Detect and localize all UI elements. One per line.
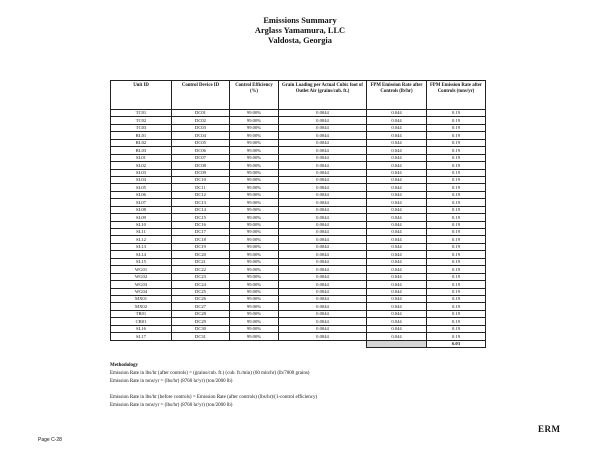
table-cell: SL17	[111, 333, 172, 340]
table-cell: 0.044	[367, 295, 427, 302]
table-row	[111, 236, 486, 243]
table-cell: 0.0044	[279, 288, 367, 295]
blank-cell	[111, 340, 172, 348]
methodology-line: Emission Rate in lbs/hr (before controls) = Emission Rate (after controls) (lbs/hr)/(1-control efficiency)	[110, 395, 318, 400]
table-cell: RL02	[111, 139, 172, 146]
table-row	[111, 162, 486, 169]
table-row	[111, 154, 486, 161]
column-header: Grain Loading per Actual Cubic foot of Outlet Air (grains/cub. ft.)	[279, 81, 367, 110]
table-cell: 0.044	[367, 124, 427, 131]
table-cell: TC03	[111, 124, 172, 131]
table-cell: SL11	[111, 229, 172, 236]
table-cell: 0.0044	[279, 184, 367, 191]
column-header: FPM Emission Rate after Controls (lb/hr)	[367, 81, 427, 110]
location: Valdosta, Georgia	[268, 36, 332, 45]
table-cell: 0.044	[367, 147, 427, 154]
table-cell: 99.00%	[230, 139, 279, 146]
table-cell: 0.0044	[279, 132, 367, 139]
table-cell: DC08	[172, 162, 230, 169]
table-cell: 99.00%	[230, 221, 279, 228]
table-cell: 0.044	[367, 258, 427, 265]
table-cell: 0.044	[367, 288, 427, 295]
table-row	[111, 169, 486, 176]
table-row	[111, 117, 486, 124]
table-cell: 0.044	[367, 176, 427, 183]
table-cell: SL02	[111, 162, 172, 169]
table-cell: 0.19	[427, 310, 486, 317]
table-cell: 0.19	[427, 147, 486, 154]
table-cell: 0.044	[367, 273, 427, 280]
table-cell: 0.044	[367, 191, 427, 198]
table-cell: 0.19	[427, 333, 486, 340]
table-cell: 99.00%	[230, 206, 279, 213]
table-cell: DC26	[172, 295, 230, 302]
table-cell: DC22	[172, 266, 230, 273]
table-cell: DC27	[172, 303, 230, 310]
table-row	[111, 281, 486, 288]
methodology-line: Emission Rate in tons/yr = (lbs/hr) (8760 hr/yr) (ton/2000 lb)	[110, 379, 233, 384]
table-row	[111, 229, 486, 236]
table-cell: DC29	[172, 318, 230, 325]
table-cell: 0.044	[367, 251, 427, 258]
table-cell: 0.0044	[279, 117, 367, 124]
table-cell: TC02	[111, 117, 172, 124]
table-row	[111, 191, 486, 198]
table-cell: MX02	[111, 303, 172, 310]
table-cell: 99.00%	[230, 214, 279, 221]
total-tons-per-year: 6.03	[427, 340, 486, 348]
table-cell: DC13	[172, 199, 230, 206]
table-cell: 0.044	[367, 221, 427, 228]
table-cell: DC15	[172, 214, 230, 221]
table-cell: DC03	[172, 124, 230, 131]
table-cell: SL10	[111, 221, 172, 228]
blank-cell	[230, 340, 279, 348]
table-cell: 99.00%	[230, 117, 279, 124]
table-cell: DC04	[172, 132, 230, 139]
table-cell: DC06	[172, 147, 230, 154]
table-row	[111, 206, 486, 213]
table-cell: DC18	[172, 236, 230, 243]
table-cell: RL03	[111, 147, 172, 154]
table-cell: 0.0044	[279, 295, 367, 302]
table-cell: 0.19	[427, 243, 486, 250]
table-cell: 99.00%	[230, 191, 279, 198]
table-cell: 0.0044	[279, 310, 367, 317]
table-cell: 99.00%	[230, 243, 279, 250]
table-cell: 0.19	[427, 236, 486, 243]
table-cell: 0.19	[427, 162, 486, 169]
table-cell: 0.0044	[279, 258, 367, 265]
table-cell: 0.044	[367, 184, 427, 191]
table-cell: DC16	[172, 221, 230, 228]
document-title: Emissions Summary	[263, 16, 337, 25]
table-cell: DC14	[172, 206, 230, 213]
table-cell: SL08	[111, 206, 172, 213]
table-cell: DC11	[172, 184, 230, 191]
table-cell: 0.044	[367, 333, 427, 340]
table-cell: 0.0044	[279, 154, 367, 161]
table-cell: DC01	[172, 110, 230, 117]
table-cell: 0.19	[427, 258, 486, 265]
table-cell: 0.044	[367, 199, 427, 206]
table-cell: 99.00%	[230, 147, 279, 154]
table-cell: 0.19	[427, 251, 486, 258]
table-cell: 0.19	[427, 154, 486, 161]
table-cell: 0.19	[427, 303, 486, 310]
table-row	[111, 266, 486, 273]
table-row	[111, 258, 486, 265]
table-cell: DC20	[172, 251, 230, 258]
table-cell: 0.19	[427, 132, 486, 139]
emissions-table-container	[110, 80, 485, 348]
table-cell: SL07	[111, 199, 172, 206]
table-cell: 0.0044	[279, 221, 367, 228]
table-cell: 0.0044	[279, 325, 367, 332]
table-cell: 0.044	[367, 132, 427, 139]
table-cell: SL01	[111, 154, 172, 161]
table-row	[111, 288, 486, 295]
table-cell: 0.19	[427, 229, 486, 236]
table-cell: 99.00%	[230, 184, 279, 191]
table-cell: 99.00%	[230, 333, 279, 340]
table-header-row	[111, 81, 486, 110]
table-row	[111, 251, 486, 258]
table-cell: WG04	[111, 288, 172, 295]
table-cell: 99.00%	[230, 295, 279, 302]
table-cell: 0.19	[427, 124, 486, 131]
table-row	[111, 124, 486, 131]
table-row	[111, 318, 486, 325]
table-cell: SL09	[111, 214, 172, 221]
table-cell: 0.0044	[279, 273, 367, 280]
table-cell: 0.19	[427, 199, 486, 206]
table-cell: 0.0044	[279, 236, 367, 243]
total-row	[111, 340, 486, 348]
table-row	[111, 333, 486, 340]
table-cell: 0.0044	[279, 266, 367, 273]
table-cell: 0.044	[367, 236, 427, 243]
table-row	[111, 273, 486, 280]
table-cell: 0.044	[367, 169, 427, 176]
table-cell: 0.19	[427, 184, 486, 191]
table-cell: 0.0044	[279, 191, 367, 198]
table-cell: SL16	[111, 325, 172, 332]
methodology-heading: Methodology	[110, 363, 139, 368]
table-cell: 0.0044	[279, 176, 367, 183]
table-cell: 99.00%	[230, 199, 279, 206]
table-cell: 0.19	[427, 221, 486, 228]
table-row	[111, 303, 486, 310]
table-cell: SL12	[111, 236, 172, 243]
table-cell: 99.00%	[230, 258, 279, 265]
table-cell: 0.19	[427, 117, 486, 124]
table-cell: DC31	[172, 333, 230, 340]
table-row	[111, 176, 486, 183]
table-cell: WG02	[111, 273, 172, 280]
table-cell: 0.0044	[279, 206, 367, 213]
table-cell: 0.0044	[279, 333, 367, 340]
table-cell: 0.19	[427, 325, 486, 332]
table-cell: 0.0044	[279, 229, 367, 236]
table-cell: DC21	[172, 258, 230, 265]
table-cell: 0.19	[427, 176, 486, 183]
table-row	[111, 221, 486, 228]
column-header: Control Efficiency (%)	[230, 81, 279, 110]
table-cell: 0.044	[367, 318, 427, 325]
table-row	[111, 243, 486, 250]
column-header: FPM Emission Rate after Controls (tons/yr)	[427, 81, 486, 110]
table-cell: 0.044	[367, 139, 427, 146]
table-cell: 0.19	[427, 191, 486, 198]
table-cell: DC19	[172, 243, 230, 250]
table-row	[111, 295, 486, 302]
table-row	[111, 110, 486, 117]
table-cell: 0.044	[367, 214, 427, 221]
table-cell: 0.044	[367, 110, 427, 117]
table-cell: 0.044	[367, 281, 427, 288]
table-cell: 0.0044	[279, 110, 367, 117]
table-cell: 0.19	[427, 139, 486, 146]
table-cell: DC23	[172, 273, 230, 280]
table-row	[111, 147, 486, 154]
table-row	[111, 310, 486, 317]
table-cell: 0.19	[427, 295, 486, 302]
table-cell: 99.00%	[230, 162, 279, 169]
table-cell: DC28	[172, 310, 230, 317]
table-cell: WG03	[111, 281, 172, 288]
erm-logo: ERM	[538, 424, 561, 434]
table-cell: DC17	[172, 229, 230, 236]
table-row	[111, 199, 486, 206]
shaded-cell	[367, 340, 427, 348]
table-cell: 0.0044	[279, 243, 367, 250]
table-cell: 0.19	[427, 318, 486, 325]
table-cell: SL13	[111, 243, 172, 250]
table-cell: 0.0044	[279, 318, 367, 325]
table-cell: SL05	[111, 184, 172, 191]
table-cell: 0.0044	[279, 124, 367, 131]
table-cell: DC24	[172, 281, 230, 288]
table-cell: 0.0044	[279, 147, 367, 154]
methodology-line: Emission Rate in tons/yr = (lbs/hr) (8760 hr/yr) (ton/2000 lb)	[110, 403, 233, 408]
table-row	[111, 132, 486, 139]
table-cell: 0.0044	[279, 303, 367, 310]
table-cell: 99.00%	[230, 132, 279, 139]
table-cell: DC30	[172, 325, 230, 332]
table-cell: CR01	[111, 318, 172, 325]
blank-cell	[279, 340, 367, 348]
table-cell: 0.0044	[279, 139, 367, 146]
table-cell: 0.0044	[279, 281, 367, 288]
emissions-table	[110, 80, 486, 348]
table-cell: SL06	[111, 191, 172, 198]
table-cell: 0.19	[427, 169, 486, 176]
table-cell: SL03	[111, 169, 172, 176]
table-cell: 0.044	[367, 154, 427, 161]
table-cell: 99.00%	[230, 303, 279, 310]
table-cell: 99.00%	[230, 318, 279, 325]
table-cell: WG01	[111, 266, 172, 273]
table-cell: 99.00%	[230, 273, 279, 280]
table-cell: 99.00%	[230, 251, 279, 258]
table-cell: RL01	[111, 132, 172, 139]
table-cell: 0.19	[427, 281, 486, 288]
table-cell: 0.044	[367, 229, 427, 236]
methodology-line: Emission Rate in lbs/hr (after controls) = (grains/cub. ft.) (cub. ft./min) (60 min/hr) (lb/7000 grains)	[110, 371, 310, 376]
table-cell: 0.044	[367, 117, 427, 124]
table-cell: DC12	[172, 191, 230, 198]
table-row	[111, 139, 486, 146]
table-cell: DC07	[172, 154, 230, 161]
blank-cell	[172, 340, 230, 348]
document-header	[0, 16, 600, 46]
table-cell: 0.19	[427, 266, 486, 273]
table-cell: 0.0044	[279, 169, 367, 176]
table-cell: SL04	[111, 176, 172, 183]
table-cell: 99.00%	[230, 176, 279, 183]
table-row	[111, 184, 486, 191]
table-cell: 0.0044	[279, 199, 367, 206]
table-cell: 0.19	[427, 110, 486, 117]
table-cell: 0.044	[367, 303, 427, 310]
table-cell: DC05	[172, 139, 230, 146]
table-cell: 99.00%	[230, 310, 279, 317]
table-cell: 99.00%	[230, 154, 279, 161]
table-cell: SL14	[111, 251, 172, 258]
table-cell: 99.00%	[230, 266, 279, 273]
company-name: Arglass Yamamura, LLC	[254, 26, 346, 35]
column-header: Control Device ID	[172, 81, 230, 110]
table-cell: 99.00%	[230, 110, 279, 117]
table-cell: 0.044	[367, 243, 427, 250]
table-cell: TR01	[111, 310, 172, 317]
table-cell: DC02	[172, 117, 230, 124]
table-cell: 99.00%	[230, 325, 279, 332]
table-cell: 0.0044	[279, 162, 367, 169]
table-cell: TC01	[111, 110, 172, 117]
table-cell: DC10	[172, 176, 230, 183]
table-cell: 99.00%	[230, 236, 279, 243]
table-cell: 0.19	[427, 273, 486, 280]
table-cell: 0.19	[427, 288, 486, 295]
table-cell: 99.00%	[230, 229, 279, 236]
table-body	[111, 110, 486, 348]
table-cell: 99.00%	[230, 124, 279, 131]
table-cell: 0.044	[367, 266, 427, 273]
table-cell: 99.00%	[230, 281, 279, 288]
table-row	[111, 325, 486, 332]
table-cell: DC25	[172, 288, 230, 295]
table-cell: 0.044	[367, 162, 427, 169]
table-cell: 0.19	[427, 214, 486, 221]
table-cell: 0.0044	[279, 214, 367, 221]
table-cell: MX01	[111, 295, 172, 302]
table-cell: 0.19	[427, 206, 486, 213]
table-cell: 0.044	[367, 310, 427, 317]
table-cell: 99.00%	[230, 169, 279, 176]
column-header: Unit ID	[111, 81, 172, 110]
methodology-section	[110, 362, 510, 410]
table-cell: 0.044	[367, 325, 427, 332]
table-cell: SL15	[111, 258, 172, 265]
table-cell: DC09	[172, 169, 230, 176]
page-number: Page C-28	[38, 437, 62, 443]
table-row	[111, 214, 486, 221]
table-cell: 99.00%	[230, 288, 279, 295]
table-cell: 0.044	[367, 206, 427, 213]
table-cell: 0.0044	[279, 251, 367, 258]
